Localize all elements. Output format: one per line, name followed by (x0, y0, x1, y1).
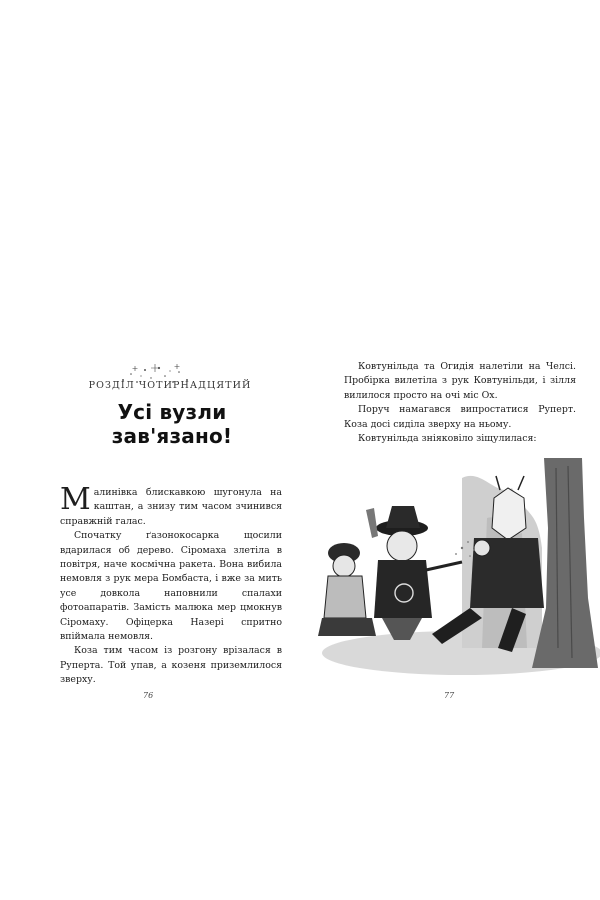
page-number: 77 (444, 691, 455, 700)
paragraph (60, 482, 282, 529)
page-number: 76 (143, 691, 154, 700)
left-body-text (60, 482, 282, 688)
chapter-title: Усі вузли зав'язано! (111, 400, 233, 448)
paragraph: Коза тим часом із розгону врізалася в Руперта. Той упав, а козеня приземлилося зверху. (60, 645, 282, 686)
paragraph: Ковтунільда та Огидія налетіли на Челсі. Пробірка вилетіла з рук Ковтунільди, і зілля вилилося просто на очі міс Ох. (344, 361, 576, 401)
paragraph: Спочатку ґазонокосарка щосили вдарилася об дерево. Сіромаха злетіла в повітря, наче космічна ракета. Вона вибила немовля з рук мера Бомбаста, і вже за мить усе довкола наповнили спалахи фотоапаратів. Замість малюка мер цмокнув Сіромаху. Офіцерка Назері спритно впіймала немовля. (60, 530, 282, 643)
illustration (312, 458, 600, 678)
paragraph-text: алинівка блискавкою шугонула на каштан, а знизу тим часом зчинився справжній галас. (60, 487, 282, 527)
paragraph: Ковтунільда зніяковіло зіщулилася: (358, 433, 537, 445)
chapter-label: РОЗДІЛ ЧОТИРНАДЦЯТИЙ (88, 380, 252, 391)
drop-cap: М (60, 482, 91, 517)
right-page (300, 0, 600, 900)
paragraph: Поруч намагався випростатися Руперт. Коза досі сиділа зверху на ньому. (344, 404, 576, 430)
character-rupert (318, 543, 376, 636)
right-body-text (344, 360, 576, 446)
character-witch (366, 506, 462, 640)
